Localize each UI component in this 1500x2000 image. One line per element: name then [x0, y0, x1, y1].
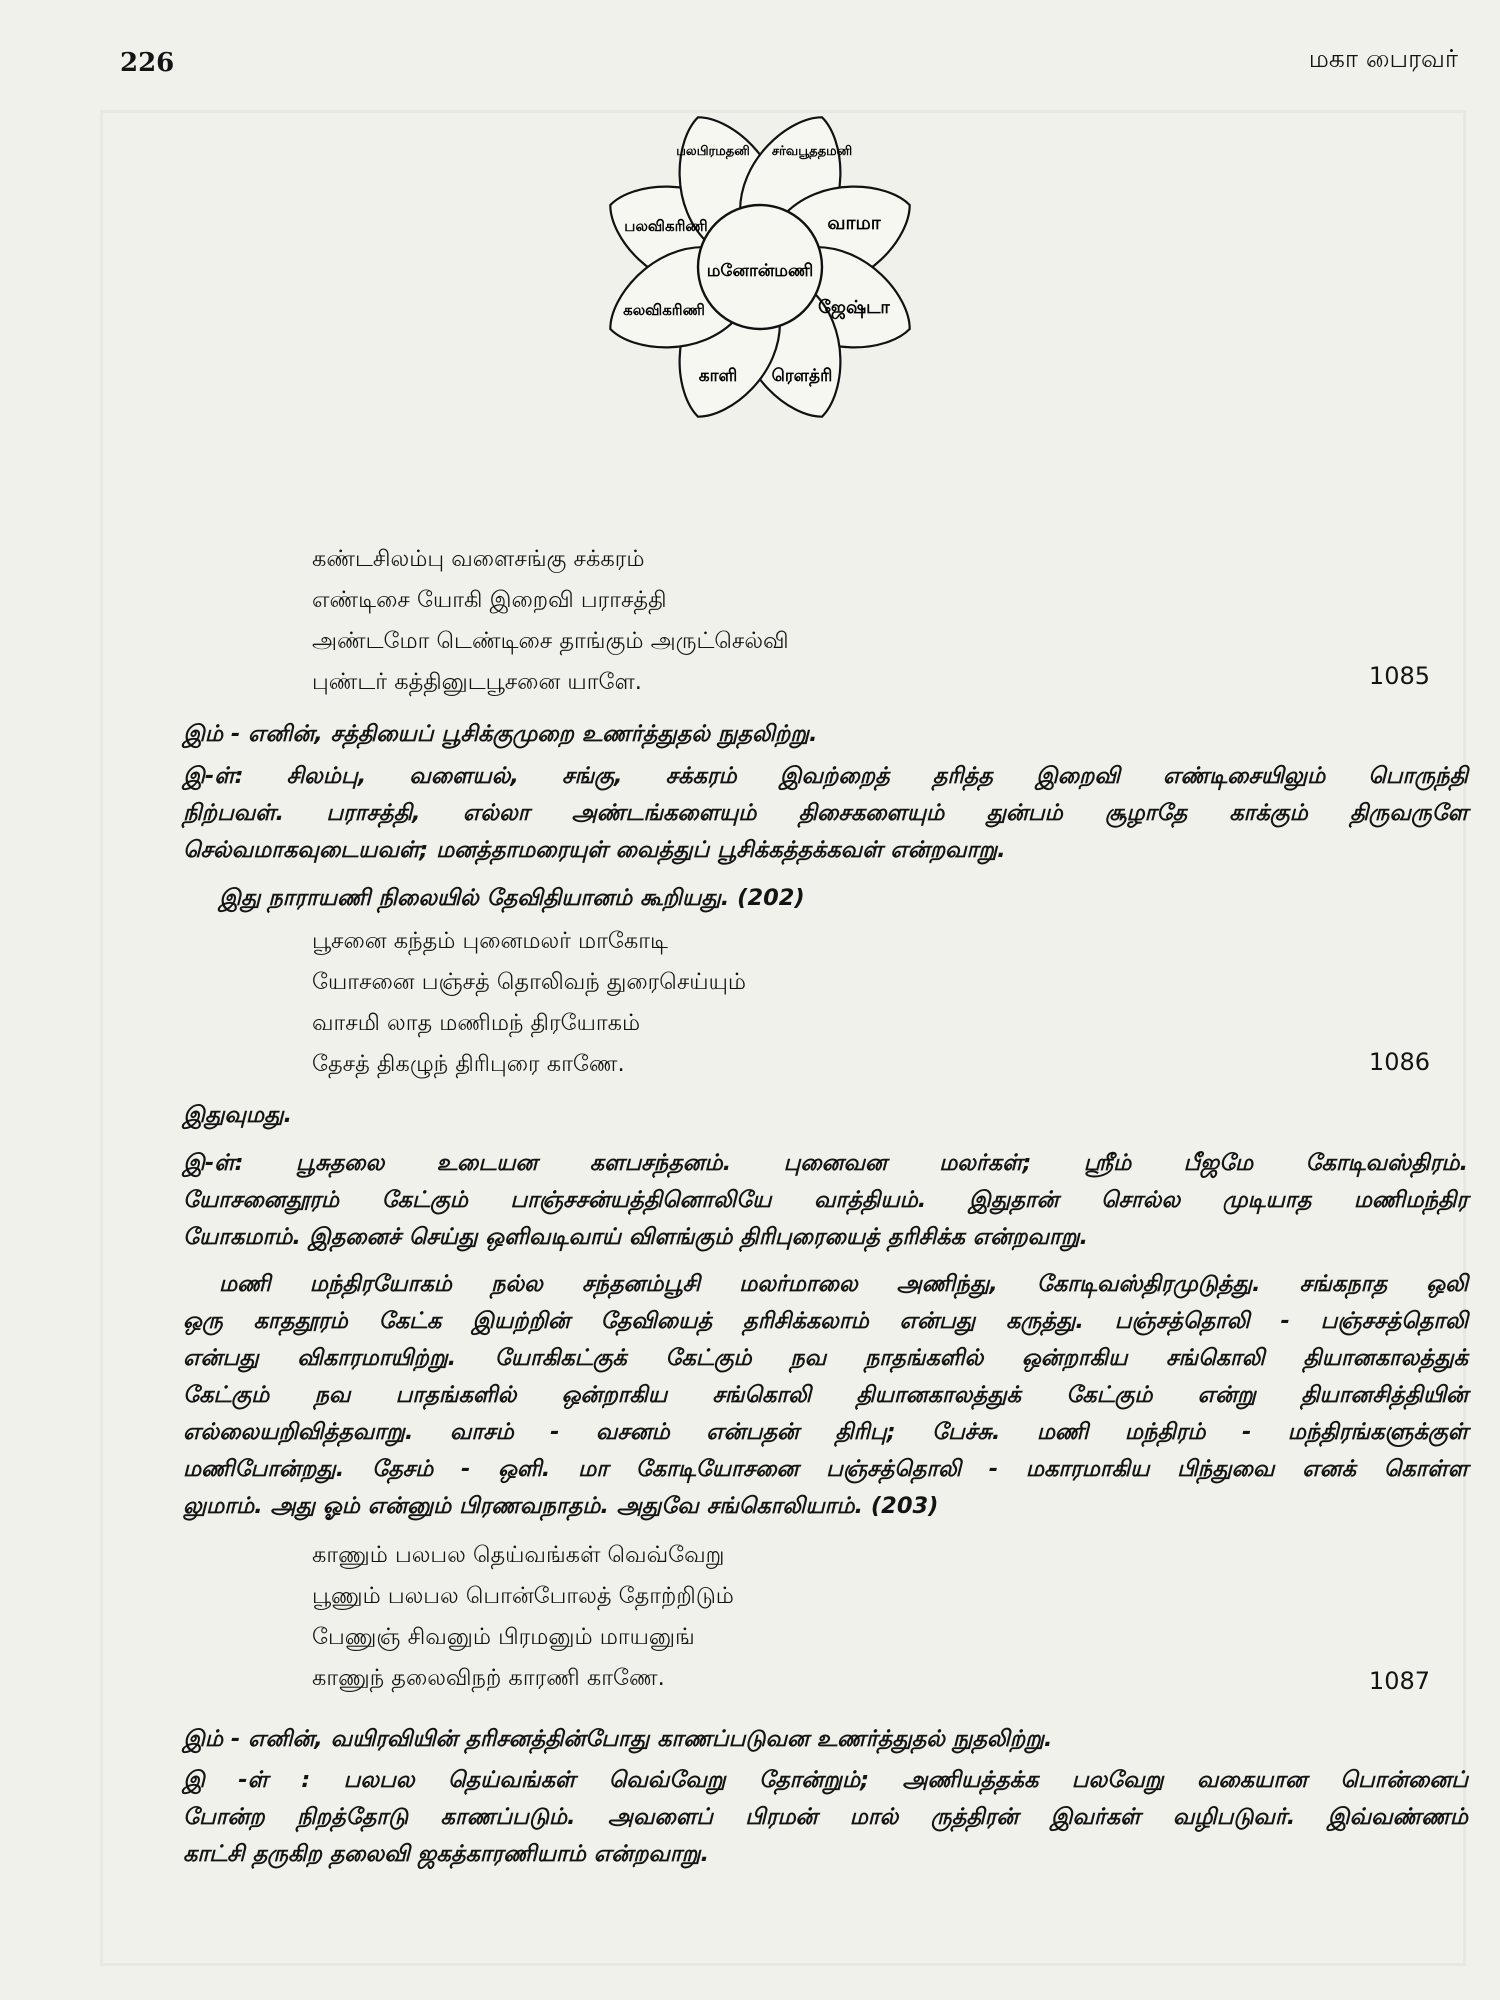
running-title: மகா பைரவர்: [1308, 44, 1458, 73]
text-line: காட்சி தருகிற தலைவி ஜகத்காரணியாம் என்றவாறு.: [183, 1841, 710, 1867]
paragraph: [183, 880, 1468, 917]
verse-line: எண்டிசை யோகி இறைவி பராசத்தி: [312, 587, 667, 613]
text-line: இம் - எனின், சத்தியைப் பூசிக்குமுறை உணர்த்துதல் நுதலிற்று.: [183, 721, 818, 747]
petal-label-8: பலவிகரிணி: [624, 217, 708, 235]
petal-label-5: ரௌத்ரி: [771, 366, 833, 386]
text-line: நிற்பவள். பராசத்தி, எல்லா அண்டங்களையும் திசைகளையும் துன்பம் சூழாதே காக்கும் திருவருளே: [183, 800, 1468, 826]
text-line: இ-ள்: பூசுதலை உடையன களபசந்தனம். புனைவன மலர்கள்; ஸ்ரீம் பீஜமே கோடிவஸ்திரம்.: [183, 1150, 1468, 1176]
verse-1086: [312, 921, 746, 1085]
verse-number: 1086: [1368, 1048, 1430, 1076]
text-line: இ -ள் : பலபல தெய்வங்கள் வெவ்வேறு தோன்றும்; அணியத்தக்க பலவேறு வகையான பொன்னைப்: [183, 1767, 1468, 1793]
text-line: யோசனைதூரம் கேட்கும் பாஞ்சசன்யத்தினொலியே வாத்தியம். இதுதான் சொல்ல முடியாத மணிமந்திர: [183, 1187, 1468, 1213]
text-line: எல்லையறிவித்தவாறு. வாசம் - வசனம் என்பதன் திரிபு; பேச்சு. மணி மந்திரம் - மந்திரங்களுக்குள்: [183, 1419, 1468, 1445]
text-line: என்பது விகாரமாயிற்று. யோகிகட்குக் கேட்கும் நவ நாதங்களில் ஒன்றாகிய சங்கொலி தியானகாலத்துக்: [183, 1345, 1468, 1371]
text-line: இம் - எனின், வயிரவியின் தரிசனத்தின்போது காணப்படுவன உணர்த்துதல் நுதலிற்று.: [183, 1726, 1053, 1752]
verse-line: அண்டமோ டெண்டிசை தாங்கும் அருட்செல்வி: [312, 628, 789, 654]
verse-line: பேணுஞ் சிவனும் பிரமனும் மாயனுங்: [312, 1624, 695, 1650]
verse-line: புண்டர் கத்தினுடபூசனை யாளே.: [312, 669, 642, 695]
verse-1087: [312, 1535, 734, 1699]
lotus-center-label: மனோன்மணி: [706, 261, 814, 281]
lotus-diagram: [600, 95, 920, 435]
verse-line: கண்டசிலம்பு வளைசங்கு சக்கரம்: [312, 546, 645, 572]
text-line: யோகமாம். இதனைச் செய்து ஒளிவடிவாய் விளங்கும் திரிபுரையைத் தரிசிக்க என்றவாறு.: [183, 1224, 1089, 1250]
verse-line: யோசனை பஞ்சத் தொலிவந் துரைசெய்யும்: [312, 969, 746, 995]
verse-1085: [312, 539, 789, 703]
paragraph: [183, 1721, 1468, 1758]
paragraph: [183, 1266, 1468, 1525]
petal-label-6: காளி: [698, 366, 738, 386]
text-line: ஒரு காததூரம் கேட்க இயற்றின் தேவியைத் தரிசிக்கலாம் என்பது கருத்து. பஞ்சத்தொலி - பஞ்சசத்தொலி: [183, 1308, 1468, 1334]
verse-line: தேசத் திகழுந் திரிபுரை காணே.: [312, 1051, 625, 1077]
verse-line: காணுந் தலைவிநற் காரணி காணே.: [312, 1665, 665, 1691]
text-line: மணி மந்திரயோகம் நல்ல சந்தனம்பூசி மலர்மாலை அணிந்து, கோடிவஸ்திரமுடுத்து. சங்கநாத ஒலி: [219, 1271, 1468, 1297]
verse-line: காணும் பலபல தெய்வங்கள் வெவ்வேறு: [312, 1542, 725, 1568]
paragraph: [183, 716, 1468, 753]
verse-line: பூணும் பலபல பொன்போலத் தோற்றிடும்: [312, 1583, 734, 1609]
text-line: இது நாராயணி நிலையில் தேவிதியானம் கூறியது. (202): [219, 885, 805, 911]
petal-label-7: கலவிகரிணி: [623, 301, 705, 319]
text-line: கேட்கும் நவ பாதங்களில் ஒன்றாகிய சங்கொலி தியானகாலத்துக் கேட்கும் என்று தியானசித்தியின்: [183, 1382, 1468, 1408]
text-line: மணிபோன்றது. தேசம் - ஒளி. மா கோடியோசனை பஞ்சத்தொலி - மகாரமாகிய பிந்துவை எனக் கொள்ள: [183, 1456, 1468, 1482]
paragraph: [183, 758, 1468, 869]
text-line: லுமாம். அது ஓம் என்னும் பிரணவநாதம். அதுவே சங்கொலியாம். (203): [183, 1493, 939, 1519]
text-line: செல்வமாகவுடையவள்; மனத்தாமரையுள் வைத்துப் பூசிக்கத்தக்கவள் என்றவாறு.: [183, 837, 1006, 863]
page-number: 226: [120, 48, 175, 78]
text-line: போன்ற நிறத்தோடு காணப்படும். அவளைப் பிரமன் மால் ருத்திரன் இவர்கள் வழிபடுவர். இவ்வண்ணம்: [183, 1804, 1468, 1830]
verse-number: 1085: [1368, 662, 1430, 690]
verse-line: வாசமி லாத மணிமந் திரயோகம்: [312, 1010, 641, 1036]
paragraph: [183, 1762, 1468, 1873]
petal-label-4: ஜேஷ்டா: [818, 297, 890, 318]
verse-number: 1087: [1368, 1667, 1430, 1695]
paragraph: [183, 1097, 1468, 1134]
petal-label-3: வாமா: [827, 212, 881, 234]
paragraph: [183, 1145, 1468, 1256]
verse-line: பூசனை கந்தம் புனைமலர் மாகோடி: [312, 928, 668, 954]
text-line: இ-ள்: சிலம்பு, வளையல், சங்கு, சக்கரம் இவற்றைத் தரித்த இறைவி எண்டிசையிலும் பொருந்தி: [183, 763, 1468, 789]
petal-label-1: பலபிரமதனி: [676, 144, 750, 159]
petal-label-2: சர்வபூததமனி: [771, 144, 853, 159]
text-line: இதுவுமது.: [183, 1102, 293, 1128]
